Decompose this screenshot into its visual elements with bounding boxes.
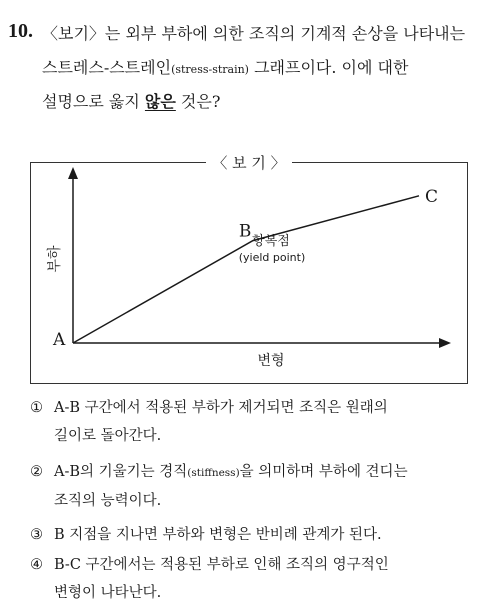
option-1[interactable]	[30, 394, 388, 450]
y-axis-label: 부하	[47, 245, 63, 273]
x-axis-arrow	[439, 338, 451, 348]
y-axis-arrow	[68, 167, 78, 179]
question-number: 10.	[8, 20, 33, 42]
point-label-a: A	[53, 330, 66, 350]
option-4-text-line-2: 변형이 나타난다.	[54, 585, 162, 601]
point-label-b: B	[238, 221, 252, 242]
option-2-text-line-1a: A-B의 기울기는 경직	[54, 464, 188, 480]
question-emphasis: 않은	[144, 92, 176, 111]
option-1-text-line-2: 길이로 돌아간다.	[54, 428, 162, 444]
option-3-text-line-1: B 지점을 지나면 부하와 변형은 반비례 관계가 된다.	[54, 527, 382, 543]
question-line-2-a: 스트레스-스트레인	[42, 58, 172, 77]
question-line-2-small: (stress-strain)	[171, 63, 249, 76]
x-axis-label: 변형	[257, 353, 285, 369]
option-2[interactable]	[30, 458, 408, 515]
example-box	[30, 154, 468, 384]
stress-strain-chart	[31, 163, 467, 383]
question-line-1: 〈보기〉는 외부 부하에 의한 조직의 기계적 손상을 나타내는	[42, 24, 466, 43]
yield-point-label: 항복점	[252, 234, 290, 249]
question-line-2	[42, 55, 408, 78]
option-3[interactable]	[30, 521, 382, 549]
yield-point-sublabel: (yield point)	[238, 251, 306, 264]
option-2-mark: ②	[30, 464, 43, 480]
question-line-3-a: 설명으로 옳지	[42, 92, 145, 111]
question-line-2-b: 그래프이다. 이에 대한	[248, 58, 409, 77]
option-2-text-small: (stiffness)	[187, 467, 240, 479]
option-2-text-line-2: 조직의 능력이다.	[54, 493, 162, 509]
option-4[interactable]	[30, 551, 389, 607]
stress-strain-curve	[73, 196, 419, 343]
option-2-text-line-1b: 을 의미하며 부하에 견디는	[239, 464, 408, 480]
option-1-text-line-1: A-B 구간에서 적용된 부하가 제거되면 조직은 원래의	[54, 400, 388, 416]
question-line-3-b: 것은?	[175, 92, 221, 111]
option-1-mark: ①	[30, 400, 43, 416]
point-label-c: C	[425, 186, 439, 207]
question-line-3	[42, 89, 220, 112]
option-3-mark: ③	[30, 527, 43, 543]
example-box-title: 〈 보 기 〉	[206, 154, 291, 172]
option-4-text-line-1: B-C 구간에서는 적용된 부하로 인해 조직의 영구적인	[54, 557, 389, 573]
option-4-mark: ④	[30, 557, 43, 573]
